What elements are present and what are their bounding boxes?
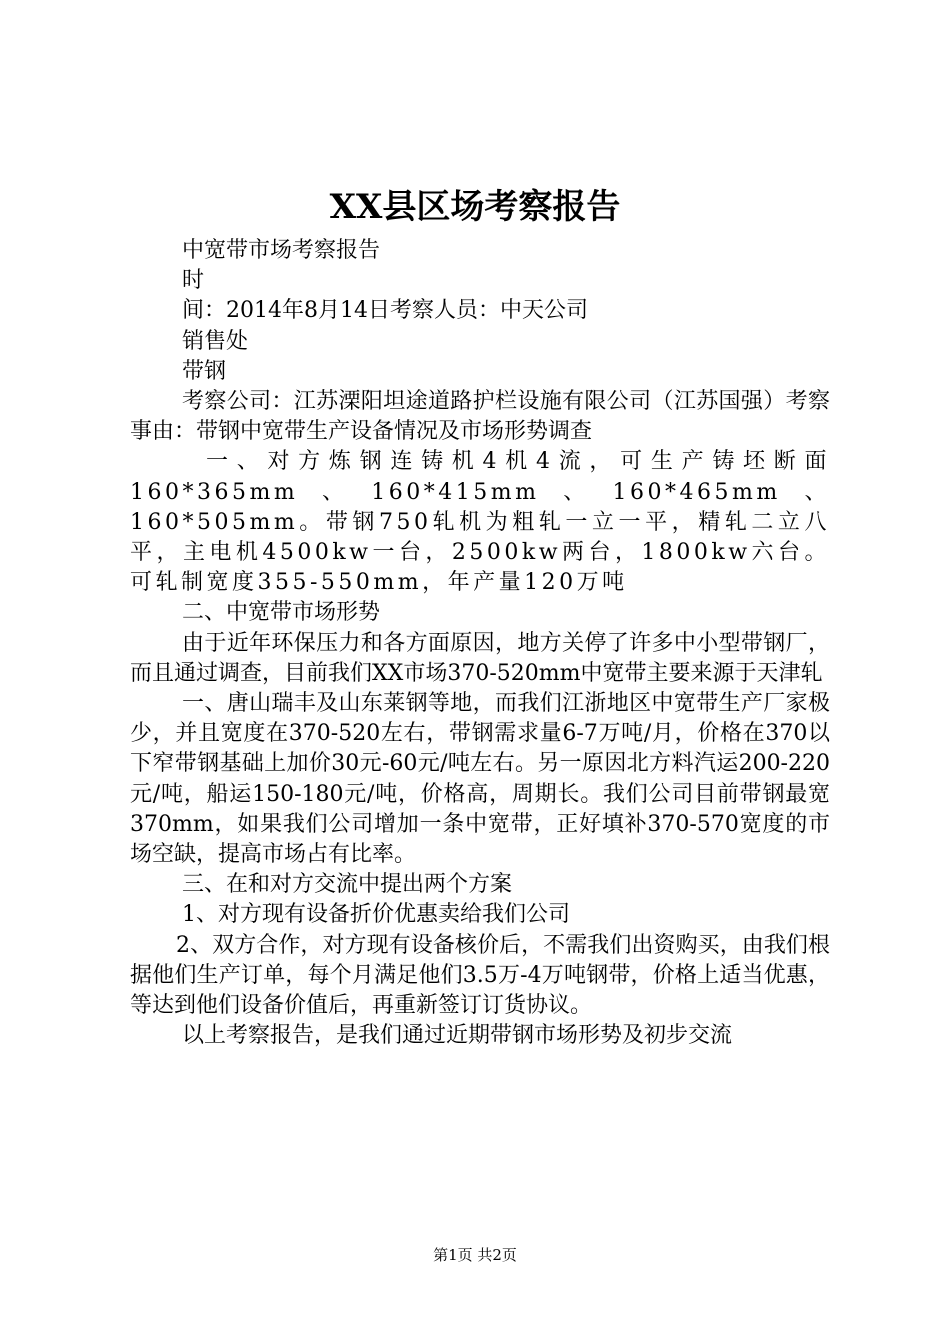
paragraph-section-3-heading: 三、在和对方交流中提出两个方案 — [182, 872, 513, 898]
document-title: XX县区场考察报告 — [329, 187, 621, 227]
paragraph-subtitle: 中宽带市场考察报告 — [182, 238, 381, 263]
paragraph-conclusion: 以上考察报告，是我们通过近期带钢市场形势及初步交流 — [182, 1023, 733, 1049]
paragraph-plan-1: 1、对方现有设备折价优惠卖给我们公司 — [182, 902, 570, 928]
paragraph-date-inspector: 间：2014年8月14日考察人员：中天公司 — [182, 298, 588, 324]
paragraph-plan-2: 2、双方合作，对方现有设备核价后，不需我们出资购买，由我们根据他们生产订单，每个月满足他们3.5万-4万吨钢带，价格上适当优惠，等达到他们设备价值后，再重新签订订货协议。 — [130, 932, 830, 1019]
paragraph-sales-dept: 销售处 — [182, 328, 249, 354]
paragraph-section-1: 一、对方炼钢连铸机4机4流，可生产铸坯断面160*365mm、160*415mm、160*465mm、160*505mm。带钢750轧机为粗轧一立一平，精轧二立八平，主电机4500kw一台，2500kw两台，1800kw六台。可轧制宽度355-550mm，年产量120万吨 — [130, 449, 830, 596]
paragraph-strip-steel: 带钢 — [182, 358, 227, 384]
page-footer: 第1页 共2页 — [433, 1246, 517, 1264]
paragraph-section-2-heading: 二、中宽带市场形势 — [182, 600, 381, 626]
paragraph-market-detail: 一、唐山瑞丰及山东莱钢等地，而我们江浙地区中宽带生产厂家极少，并且宽度在370-520左右，带钢需求量6-7万吨/月，价格在370以下窄带钢基础上加价30元-60元/吨左右。另一原因北方料汽运200-220元/吨，船运150-180元/吨，价格高，周期长。我们公司目前带钢最宽370mm，如果我们公司增加一条中宽带，正好填补370-570宽度的市场空缺，提高市场占有比率。 — [130, 691, 830, 868]
paragraph-company-purpose: 考察公司：江苏溧阳坦途道路护栏设施有限公司（江苏国强）考察事由：带钢中宽带生产设备情况及市场形势调查 — [130, 389, 830, 445]
paragraph-market-reason: 由于近年环保压力和各方面原因，地方关停了许多中小型带钢厂，而且通过调查，目前我们XX市场370-520mm中宽带主要来源于天津轧 — [130, 630, 830, 686]
document-body — [130, 236, 830, 1051]
paragraph-time-label: 时 — [182, 268, 205, 294]
